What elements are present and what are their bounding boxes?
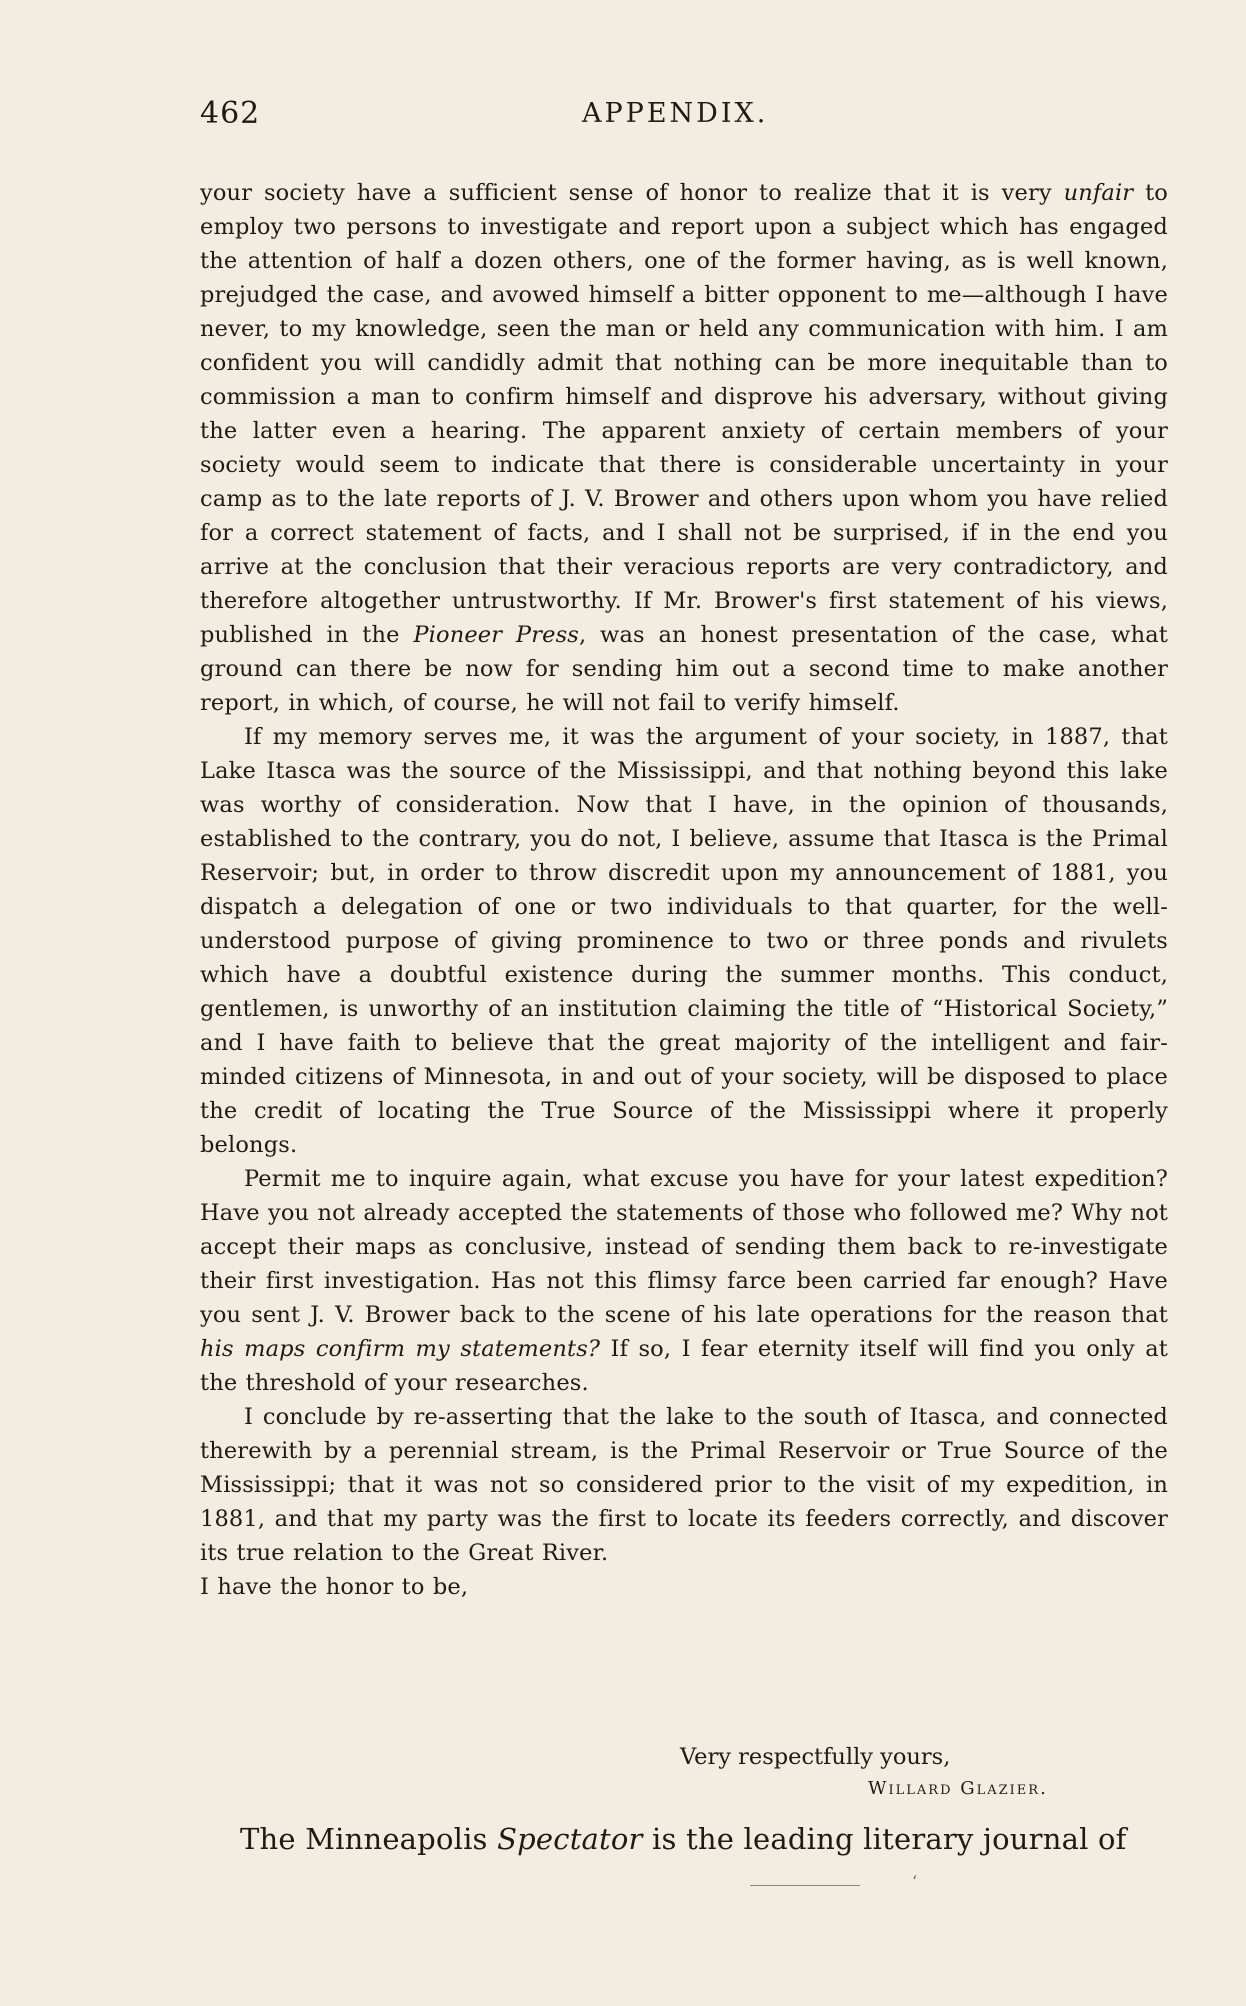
valediction: Very respectfully yours, (680, 1744, 951, 1770)
signature: Willard Glazier. (868, 1778, 1048, 1799)
paragraph-1: your society have a sufficient sense of honor to realize that it is very unfair to employ two persons to investigate and report upon a subject which has engaged the attention of half a dozen others, one of the former having, as is well known, prejudged the case, and avowed himself a bitter opponent to me—although I have never, to my knowledge, seen the man or held any communication with him. I am confident you will candidly admit that nothing can be more inequitable than to commission a man to confirm himself and disprove his adversary, without giving the latter even a hearing. The apparent anxiety of certain members of your society would seem to indicate that there is considerable uncertainty in your camp as to the late reports of J. V. Brower and others upon whom you have relied for a correct statement of facts, and I shall not be surprised, if in the end you arrive at the conclusion that their veracious reports are very contradictory, and therefore altogether untrustworthy. If Mr. Brower's first statement of his views, published in the Pioneer Press, was an honest presentation of the case, what ground can there be now for sending him out a second time to make another report, in which, of course, he will not fail to verify himself. (200, 180, 1168, 716)
paragraph-3: Permit me to inquire again, what excuse you have for your latest expedition? Have you not already accepted the statements of those who followed me? Why not accept their maps as conclusive, instead of sending them back to re-investigate their first investigation. Has not this flimsy farce been carried far enough? Have you sent J. V. Brower back to the scene of his late operations for the reason that his maps confirm my statements? If so, I fear eternity itself will find you only at the threshold of your researches. (200, 1166, 1168, 1396)
footer-rule (750, 1885, 860, 1886)
page-number: 462 (200, 96, 261, 131)
page-header (200, 96, 1160, 140)
emphasis-maps-confirm: his maps confirm my statements? (200, 1336, 601, 1362)
emphasis-spectator: Spectator (497, 1822, 643, 1856)
footer-mark: ‘ (912, 1872, 918, 1891)
paragraph-2: If my memory serves me, it was the argument of your society, in 1887, that Lake Itasca was the source of the Mississippi, and that nothing beyond this lake was worthy of consideration. Now that I have, in the opinion of thousands, established to the contrary, you do not, I believe, assume that Itasca is the Primal Reservoir; but, in order to throw discredit upon my announcement of 1881, you dispatch a delegation of one or two individuals to that quarter, for the well-understood purpose of giving prominence to two or three ponds and rivulets which have a doubtful existence during the summer months. This conduct, gentlemen, is unworthy of an institution claiming the title of “Historical Society,” and I have faith to believe that the great majority of the intelligent and fair-minded citizens of Minnesota, in and out of your society, will be disposed to place the credit of locating the True Source of the Mississippi where it properly belongs. (200, 724, 1168, 1158)
paragraph-4: I conclude by re-asserting that the lake to the south of Itasca, and connected therewith by a perennial stream, is the Primal Reservoir or True Source of the Mississippi; that it was not so considered prior to the visit of my expedition, in 1881, and that my party was the first to locate its feeders correctly, and discover its true relation to the Great River. (200, 1404, 1168, 1566)
emphasis-unfair: unfair (1063, 180, 1134, 206)
emphasis-pioneer-press: Pioneer Press (413, 622, 579, 648)
closing-line: I have the honor to be, (200, 1574, 469, 1600)
letter-body (200, 176, 1168, 1604)
next-paragraph: The Minneapolis Spectator is the leading literary journal of (240, 1822, 1127, 1856)
running-head: APPENDIX. (582, 98, 769, 129)
